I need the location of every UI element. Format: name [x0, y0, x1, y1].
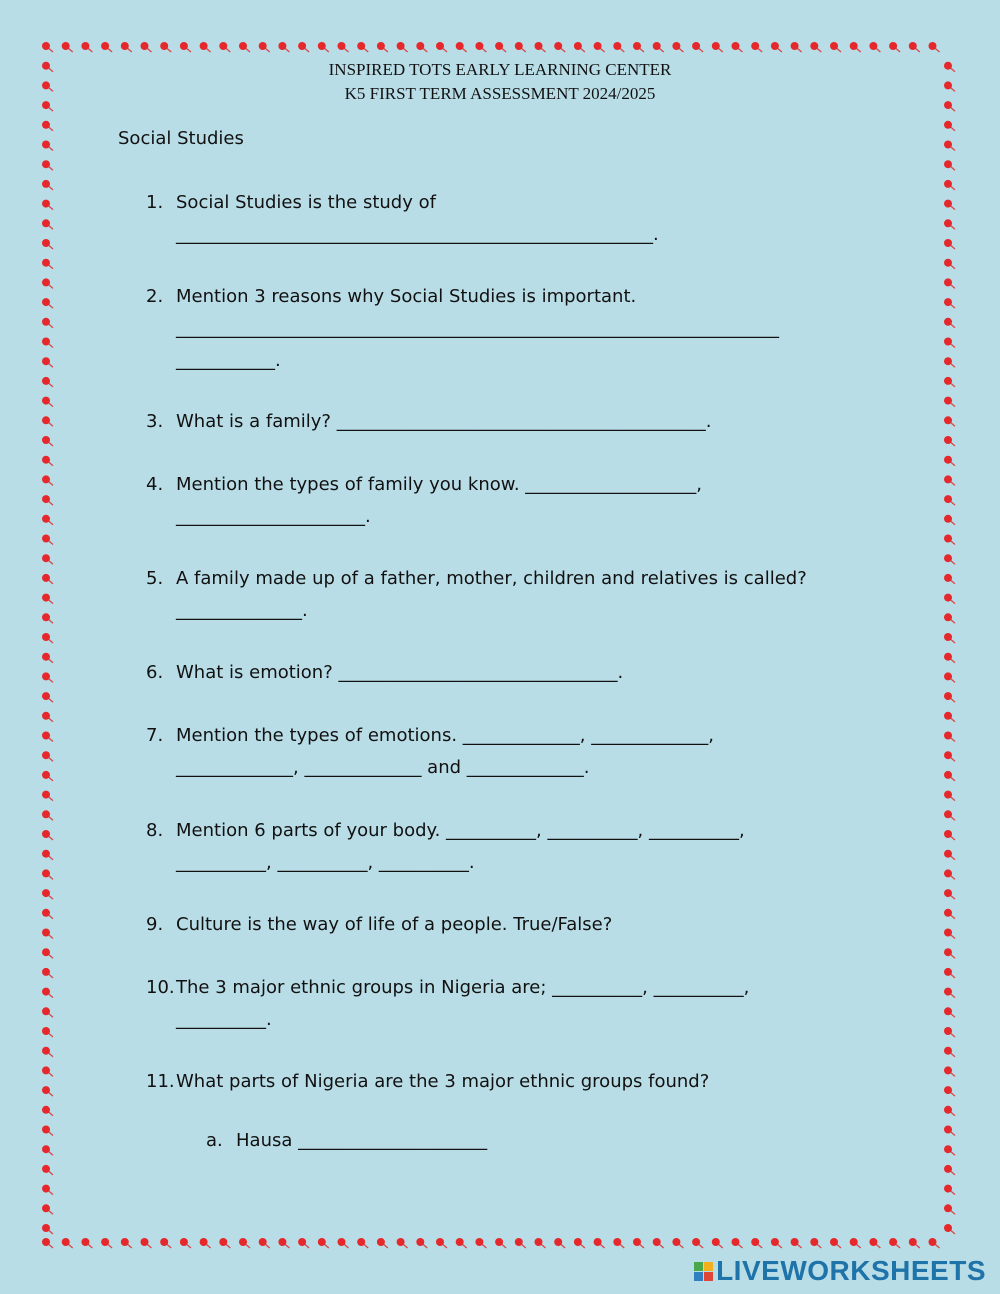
border-pin [944, 712, 955, 722]
logo-text: LIVEWORKSHEETS [716, 1255, 986, 1286]
border-pin [42, 298, 53, 308]
assessment-title: K5 FIRST TERM ASSESSMENT 2024/2025 [344, 84, 656, 103]
question-5 [146, 563, 926, 627]
border-pin [944, 338, 955, 348]
question-6 [146, 657, 926, 689]
border-pin [944, 554, 955, 564]
border-pin [42, 988, 53, 998]
liveworksheets-logo[interactable] [694, 1256, 986, 1286]
border-pin [338, 42, 349, 52]
border-pin [278, 42, 289, 52]
border-pin [515, 42, 526, 52]
border-pin [397, 42, 408, 52]
border-pin [42, 732, 53, 742]
border-pin [944, 259, 955, 269]
border-pin [944, 318, 955, 328]
border-pin [944, 1165, 955, 1175]
question-2 [146, 281, 926, 377]
question-number: 9. [146, 914, 164, 935]
border-pin [944, 1027, 955, 1037]
border-pin [944, 219, 955, 229]
border-pin [869, 42, 880, 52]
logo-mark-icon [694, 1262, 713, 1281]
border-pin [830, 42, 841, 52]
border-pin [42, 574, 53, 584]
border-pin [613, 42, 624, 52]
border-pin [944, 771, 955, 781]
border-pin [889, 42, 900, 52]
border-pin [42, 121, 53, 131]
border-pin [42, 948, 53, 958]
border-pin [554, 1238, 565, 1248]
border-pin [42, 1027, 53, 1037]
border-pin [732, 1238, 743, 1248]
border-pin [42, 1007, 53, 1017]
border-pin [692, 42, 703, 52]
border-pin [944, 475, 955, 485]
question-text[interactable]: What is a family? _________________________________________. [176, 411, 712, 432]
question-number: 2. [146, 286, 164, 307]
border-pin [944, 1066, 955, 1076]
question-number: 5. [146, 568, 164, 589]
border-pin [909, 42, 920, 52]
border-pin [160, 1238, 171, 1248]
border-pin [42, 278, 53, 288]
border-pin [42, 495, 53, 505]
border-pin [909, 1238, 920, 1248]
border-pin [141, 1238, 152, 1248]
border-pin [259, 1238, 270, 1248]
answer-blank[interactable]: __________. [176, 1009, 272, 1030]
border-pin [944, 1106, 955, 1116]
question-text[interactable]: Mention the types of family you know. ___________________, [176, 474, 703, 495]
border-pin [42, 397, 53, 407]
question-text: A family made up of a father, mother, children and relatives is called? [176, 568, 807, 589]
question-number: 3. [146, 411, 164, 432]
border-pin [944, 653, 955, 663]
border-pin [42, 968, 53, 978]
border-pin [944, 1185, 955, 1195]
border-pin [42, 219, 53, 229]
border-pin [42, 141, 53, 151]
border-pin [42, 1086, 53, 1096]
border-pin [42, 1165, 53, 1175]
border-pin [944, 633, 955, 643]
question-number: 7. [146, 725, 164, 746]
answer-blank[interactable]: ___________________________________________________________________ [176, 318, 779, 339]
border-pin [944, 869, 955, 879]
border-pin [944, 1126, 955, 1136]
border-pin [101, 42, 112, 52]
border-pin [944, 200, 955, 210]
border-pin [944, 850, 955, 860]
border-pin [929, 1238, 940, 1248]
border-pin [42, 1106, 53, 1116]
border-pin [944, 830, 955, 840]
border-pin [653, 1238, 664, 1248]
question-8 [146, 815, 926, 879]
question-number: 11. [146, 1071, 175, 1092]
border-pin [42, 1224, 53, 1234]
border-pin [42, 200, 53, 210]
border-pin [377, 1238, 388, 1248]
border-pin [944, 298, 955, 308]
question-text: What parts of Nigeria are the 3 major ethnic groups found? [176, 1071, 710, 1092]
border-pin [42, 633, 53, 643]
border-pin [42, 554, 53, 564]
border-pin [944, 1007, 955, 1017]
border-pin [42, 239, 53, 249]
border-pin [318, 1238, 329, 1248]
border-pin [377, 42, 388, 52]
border-pin [850, 42, 861, 52]
border-pin [42, 810, 53, 820]
border-pin [574, 1238, 585, 1248]
border-pin [239, 1238, 250, 1248]
border-pin [42, 692, 53, 702]
border-pin [944, 909, 955, 919]
border-pin [944, 692, 955, 702]
border-pin [944, 929, 955, 939]
border-pin [944, 456, 955, 466]
border-pin [944, 1047, 955, 1057]
school-name: INSPIRED TOTS EARLY LEARNING CENTER [328, 60, 672, 79]
border-pin [42, 160, 53, 170]
answer-blank[interactable]: ______________. [176, 600, 308, 621]
border-pin [42, 318, 53, 328]
question-text[interactable]: Mention the types of emotions. _____________, _____________, [176, 725, 714, 746]
border-pin [594, 1238, 605, 1248]
border-pin [416, 42, 427, 52]
border-pin [42, 1047, 53, 1057]
border-pin [944, 377, 955, 387]
border-pin [475, 1238, 486, 1248]
border-pin [42, 594, 53, 604]
answer-blank[interactable]: _____________, _____________ and _____________. [176, 757, 590, 778]
border-pin [732, 42, 743, 52]
border-pin [416, 1238, 427, 1248]
border-pin [42, 929, 53, 939]
border-pin [944, 357, 955, 367]
question-number: 10. [146, 977, 175, 998]
subquestion-a [206, 1130, 487, 1151]
border-pin [180, 1238, 191, 1248]
border-pin [944, 416, 955, 426]
border-pin [830, 1238, 841, 1248]
border-pin [810, 42, 821, 52]
border-pin [42, 1204, 53, 1214]
border-pin [42, 259, 53, 269]
border-pin [456, 42, 467, 52]
border-pin [944, 732, 955, 742]
border-pin [42, 180, 53, 190]
border-pin [791, 42, 802, 52]
border-pin [929, 42, 940, 52]
border-pin [42, 1066, 53, 1076]
border-pin [944, 889, 955, 899]
border-pin [200, 42, 211, 52]
question-text: Mention 3 reasons why Social Studies is important. [176, 286, 637, 307]
border-pin [771, 42, 782, 52]
question-9 [146, 909, 926, 941]
answer-blank[interactable]: _____________________. [176, 506, 371, 527]
border-pin [42, 416, 53, 426]
border-pin [42, 515, 53, 525]
border-pin [944, 121, 955, 131]
border-pin [944, 751, 955, 761]
question-text[interactable]: Mention 6 parts of your body. __________, __________, __________, [176, 820, 745, 841]
border-pin [397, 1238, 408, 1248]
border-pin [944, 1204, 955, 1214]
border-pin [42, 42, 53, 52]
border-pin [42, 357, 53, 367]
border-pin [42, 456, 53, 466]
subquestion-text[interactable]: Hausa _____________________ [236, 1130, 488, 1151]
border-pin [515, 1238, 526, 1248]
answer-blank[interactable]: ___________. [176, 350, 281, 371]
border-pin [944, 672, 955, 682]
border-pin [944, 1145, 955, 1155]
border-pin [42, 436, 53, 446]
border-pin [944, 574, 955, 584]
border-pin [944, 968, 955, 978]
border-pin [62, 42, 73, 52]
border-pin [101, 1238, 112, 1248]
border-pin [298, 42, 309, 52]
border-pin [944, 791, 955, 801]
border-pin [42, 1126, 53, 1136]
question-4 [146, 469, 926, 533]
border-pin [944, 1086, 955, 1096]
border-pin [456, 1238, 467, 1248]
border-pin [535, 42, 546, 52]
border-pin [338, 1238, 349, 1248]
border-pin [554, 42, 565, 52]
border-pin [672, 1238, 683, 1248]
border-pin [42, 613, 53, 623]
question-text[interactable]: The 3 major ethnic groups in Nigeria are; __________, __________, [176, 977, 750, 998]
question-3 [146, 406, 926, 438]
border-pin [869, 1238, 880, 1248]
border-pin [495, 42, 506, 52]
border-pin [944, 239, 955, 249]
question-number: 8. [146, 820, 164, 841]
border-pin [944, 613, 955, 623]
border-pin [180, 42, 191, 52]
border-pin [944, 278, 955, 288]
border-pin [944, 495, 955, 505]
border-pin [42, 653, 53, 663]
border-pin [594, 42, 605, 52]
question-number: 1. [146, 192, 164, 213]
border-pin [944, 988, 955, 998]
border-pin [259, 42, 270, 52]
border-pin [613, 1238, 624, 1248]
border-pin [944, 515, 955, 525]
border-pin [42, 475, 53, 485]
border-pin [633, 42, 644, 52]
border-pin [944, 535, 955, 545]
border-pin [81, 42, 92, 52]
question-10 [146, 972, 926, 1036]
border-pin [42, 771, 53, 781]
border-pin [889, 1238, 900, 1248]
border-pin [850, 1238, 861, 1248]
border-pin [357, 42, 368, 52]
border-pin [42, 1185, 53, 1195]
question-text[interactable]: What is emotion? _______________________________. [176, 662, 624, 683]
border-pin [475, 42, 486, 52]
border-pin [239, 42, 250, 52]
border-pin [160, 42, 171, 52]
border-pin [62, 1238, 73, 1248]
border-pin [318, 42, 329, 52]
border-pin [121, 42, 132, 52]
border-pin [219, 1238, 230, 1248]
border-pin [944, 160, 955, 170]
border-pin [944, 397, 955, 407]
border-pin [357, 1238, 368, 1248]
subject-title: Social Studies [118, 128, 244, 149]
question-number: 6. [146, 662, 164, 683]
question-number: 4. [146, 474, 164, 495]
border-pin [791, 1238, 802, 1248]
answer-blank[interactable]: __________, __________, __________. [176, 852, 475, 873]
border-pin [42, 830, 53, 840]
border-pin [495, 1238, 506, 1248]
border-pin [574, 42, 585, 52]
border-pin [810, 1238, 821, 1248]
question-11 [146, 1066, 926, 1098]
border-pin [751, 42, 762, 52]
border-pin [944, 810, 955, 820]
border-pin [81, 1238, 92, 1248]
border-pin [121, 1238, 132, 1248]
border-pin [42, 1238, 53, 1248]
border-pin [42, 751, 53, 761]
border-pin [298, 1238, 309, 1248]
border-pin [42, 889, 53, 899]
border-pin [42, 535, 53, 545]
question-1 [146, 187, 926, 251]
border-pin [944, 436, 955, 446]
subquestion-letter: a. [206, 1130, 223, 1151]
border-pin [42, 338, 53, 348]
question-text[interactable]: Culture is the way of life of a people. True/False? [176, 914, 613, 935]
border-pin [42, 712, 53, 722]
border-pin [42, 1145, 53, 1155]
border-pin [278, 1238, 289, 1248]
border-pin [944, 141, 955, 151]
answer-blank[interactable]: _____________________________________________________. [176, 224, 659, 245]
border-pin [712, 1238, 723, 1248]
border-pin [751, 1238, 762, 1248]
border-pin [219, 42, 230, 52]
border-pin [42, 909, 53, 919]
border-pin [42, 869, 53, 879]
border-pin [672, 42, 683, 52]
border-pin [692, 1238, 703, 1248]
border-pin [42, 672, 53, 682]
border-pin [436, 42, 447, 52]
border-pin [944, 594, 955, 604]
border-pin [653, 42, 664, 52]
question-7 [146, 720, 926, 784]
border-pin [42, 850, 53, 860]
border-pin [944, 1224, 955, 1234]
border-pin [200, 1238, 211, 1248]
border-pin [436, 1238, 447, 1248]
border-pin [771, 1238, 782, 1248]
border-pin [42, 791, 53, 801]
border-pin [42, 377, 53, 387]
border-pin [712, 42, 723, 52]
border-pin [535, 1238, 546, 1248]
border-pin [633, 1238, 644, 1248]
border-pin [944, 948, 955, 958]
border-pin [944, 180, 955, 190]
border-pin [141, 42, 152, 52]
question-text: Social Studies is the study of [176, 192, 436, 213]
